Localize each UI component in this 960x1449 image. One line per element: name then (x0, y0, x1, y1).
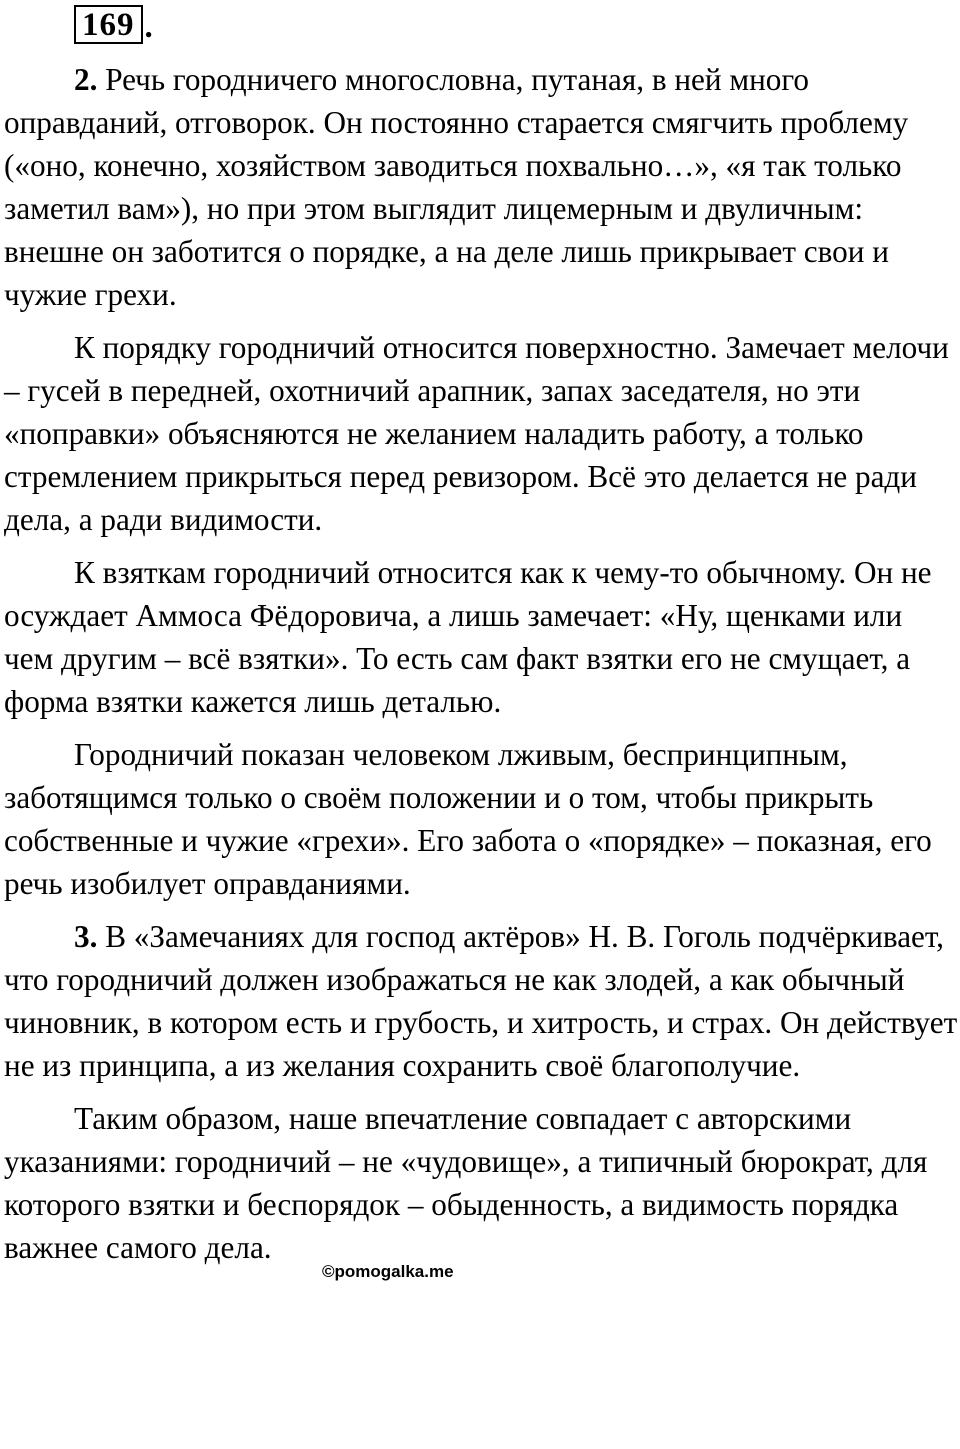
paragraph-text: Речь городничего многословна, путаная, в ней много оправданий, отговорок. Он постоянно старается смягчить проблему («оно, конечно, хозяйством заводиться похвально…», «я так только заметил вам»), но при этом выглядит лицемерным и двуличным: внешне он заботится о порядке, а на деле лишь прикрывает свои и чужие грехи. (4, 62, 909, 312)
paragraph-character (4, 733, 958, 905)
answer-marker: 2. (74, 62, 98, 97)
task-number-box: 169 (74, 5, 143, 44)
paragraph-text: К порядку городничий относится поверхностно. Замечает мелочи – гусей в передней, охотничий арапник, запах заседателя, но эти «поправки» объясняются не желанием наладить работу, а только стремлением прикрыться перед ревизором. Всё это делается не ради дела, а ради видимости. (4, 330, 949, 537)
paragraph-text: В «Замечаниях для господ актёров» Н. В. Гоголь подчёркивает, что городничий должен изображаться не как злодей, а как обычный чиновник, в котором есть и грубость, и хитрость, и страх. Он действует не из принципа, а из желания сохранить своё благополучие. (4, 919, 958, 1083)
answer-marker: 3. (74, 919, 98, 954)
paragraph-text: К взяткам городничий относится как к чему-то обычному. Он не осуждает Аммоса Фёдоровича, а лишь замечает: «Ну, щенками или чем другим – всё взятки». То есть сам факт взятки его не смущает, а форма взятки кажется лишь деталью. (4, 555, 932, 719)
paragraph-text: Таким образом, наше впечатление совпадает с авторскими указаниями: городничий – не «чудовище», а типичный бюрократ, для которого взятки и беспорядок – обыденность, а видимость порядка важнее самого дела. (4, 1101, 928, 1265)
paragraph-text: Городничий показан человеком лживым, беспринципным, заботящимся только о своём положении и о том, чтобы прикрыть собственные и чужие «грехи». Его забота о «порядке» – показная, его речь изобилует оправданиями. (4, 737, 932, 901)
watermark: ©pomogalka.me (322, 1262, 454, 1281)
paragraph-conclusion (4, 1097, 958, 1269)
task-number (74, 6, 153, 44)
paragraph-answer-3 (4, 915, 958, 1087)
task-number-suffix: . (144, 9, 153, 45)
paragraph-bribes (4, 551, 958, 723)
paragraph-order (4, 326, 958, 541)
paragraph-answer-2 (4, 58, 958, 316)
answer-text (4, 58, 958, 1279)
